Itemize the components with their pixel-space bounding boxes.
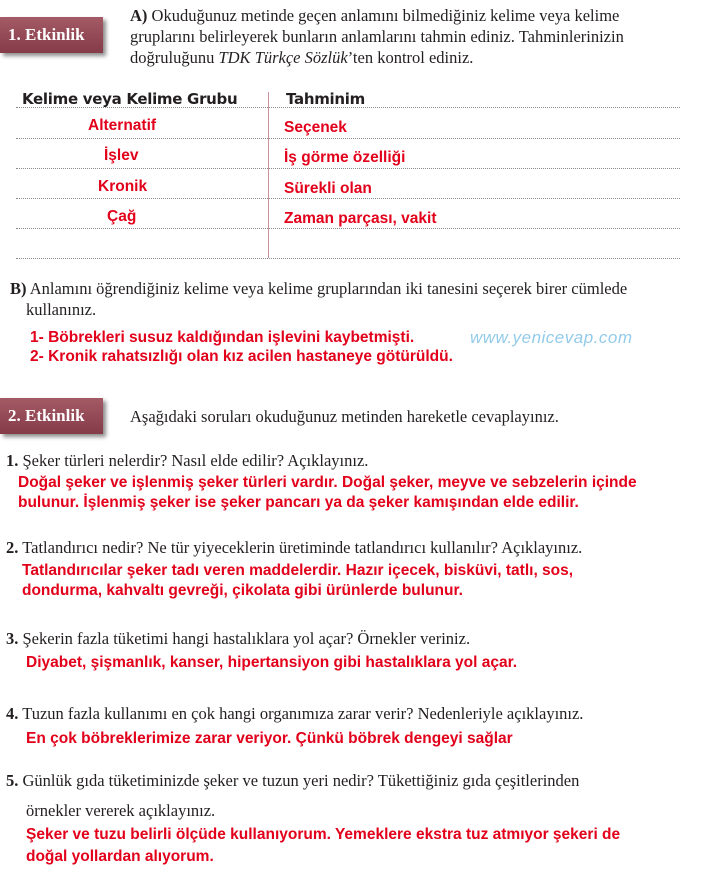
question-5: 5. Günlük gıda tüketiminizde şeker ve tuzun yeri nedir? Tükettiğiniz gıda çeşitlerinden [6,771,580,790]
table-cell-word: Alternatif [88,117,157,134]
table-cell-guess: Sürekli olan [284,180,372,197]
table-cell-word: İşlev [104,147,139,164]
answer-5-line-2: doğal yollardan alıyorum. [26,848,214,865]
instruction-line-1: Okuduğunuz metinde geçen anlamını bilmediğiniz kelime veya kelime [151,6,620,25]
part-b-answer-1: 1- Böbrekleri susuz kaldığından işlevini kaybetmişti. [30,329,415,346]
table-cell-word: Kronik [98,178,148,195]
instruction-line-3: doğruluğunu TDK Türkçe Sözlük’ten kontrol ediniz. [130,48,474,67]
answer-1-line-2: bulunur. İşlenmiş şeker ise şeker pancarı ya da şeker kamışından elde edilir. [18,494,579,511]
answer-2-line-1: Tatlandırıcılar şeker tadı veren maddelerdir. Hazır içecek, bisküvi, tatlı, sos, [22,562,574,579]
activity-1-badge: 1. Etkinlik [0,17,103,53]
watermark: www.yenicevap.com [470,328,633,347]
answer-3-line-1: Diyabet, şişmanlık, kanser, hipertansiyon gibi hastalıklara yol açar. [26,654,518,671]
table-cell-guess: Seçenek [284,119,347,136]
part-b-answer-2: 2- Kronik rahatsızlığı olan kız acilen hastaneye götürüldü. [30,348,453,365]
answer-1-line-1: Doğal şeker ve işlenmiş şeker türleri vardır. Doğal şeker, meyve ve sebzelerin içinde [18,474,637,491]
dotted-line [16,258,680,259]
activity-2-badge: 2. Etkinlik [0,398,103,434]
part-b-line-2: kullanınız. [26,300,97,319]
answer-2-line-2: dondurma, kahvaltı gevreği, çikolata gibi ürünlerde bulunur. [22,582,463,599]
answer-5-line-1: Şeker ve tuzu belirli ölçüde kullanıyorum. Yemeklere ekstra tuz atmıyor şekeri de [26,826,621,843]
dotted-line [16,168,680,169]
instruction-line-2: gruplarını belirleyerek bunların anlamlarını tahmin ediniz. Tahminlerinizin [130,27,624,46]
table-divider [268,92,269,258]
table-cell-word: Çağ [107,208,137,225]
activity-2-instruction: Aşağıdaki soruları okuduğunuz metinden hareketle cevaplayınız. [130,407,559,426]
column-header-word: Kelime veya Kelime Grubu [22,90,238,108]
part-b-label: B) [10,279,27,298]
activity-1-instruction [130,5,700,68]
answer-4-line-1: En çok böbreklerimize zarar veriyor. Çünkü böbrek dengeyi sağlar [26,730,513,747]
part-a-label: A) [130,6,148,25]
question-5-line-2: örnekler vererek açıklayınız. [26,801,216,820]
tdk-dictionary-title: TDK Türkçe Sözlük [218,48,348,67]
question-3: 3. Şekerin fazla tüketimi hangi hastalıklara yol açar? Örnekler veriniz. [6,629,471,648]
question-4: 4. Tuzun fazla kullanımı en çok hangi organımıza zarar verir? Nedenleriyle açıklayınız. [6,704,584,723]
dotted-line [16,107,680,108]
question-1: 1. Şeker türleri nelerdir? Nasıl elde edilir? Açıklayınız. [6,451,369,470]
table-cell-guess: İş görme özelliği [284,149,406,166]
dotted-line [16,198,680,199]
part-b-instruction [10,278,700,320]
dotted-line [16,138,680,139]
table-cell-guess: Zaman parçası, vakit [284,210,437,227]
question-2: 2. Tatlandırıcı nedir? Ne tür yiyeceklerin üretiminde tatlandırıcı kullanılır? Açıklayınız. [6,538,583,557]
part-b-line-1: Anlamını öğrendiğiniz kelime veya kelime gruplarından iki tanesini seçerek birer cümlede [29,279,628,298]
column-header-guess: Tahminim [286,90,365,108]
dotted-line [16,228,680,229]
